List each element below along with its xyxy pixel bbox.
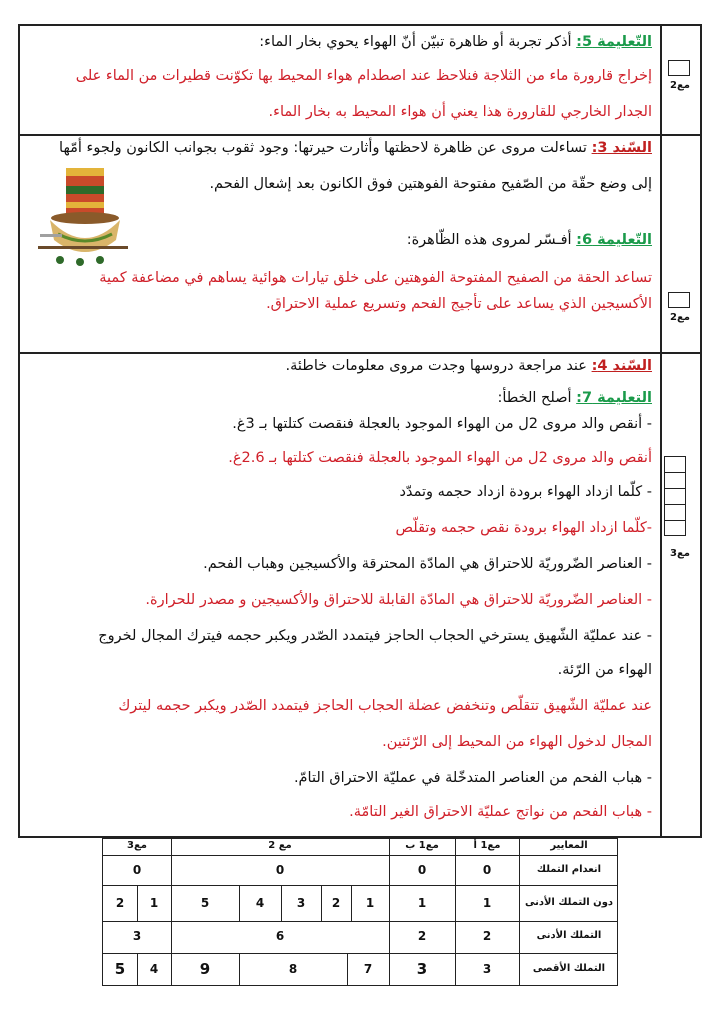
task6-answer-2: الأكسيجين الذي يساعد على تأجيج الفحم وتسريع عملية الاحتراق.: [266, 296, 652, 312]
score-cell: 5: [114, 960, 126, 978]
score-cell: 2: [482, 929, 492, 943]
task7-line: [497, 390, 652, 406]
score-cell: 2: [115, 896, 125, 910]
header-m2: مع 2: [268, 840, 292, 851]
score-cell: 4: [255, 896, 265, 910]
correction-line: عند عمليّة الشّهيق تتقلّص وتنخفض عضلة الحجاب الحاجز فيتمدد الصّدر ويكبر حجمه ليترك: [118, 698, 652, 714]
stove-icon: [36, 164, 136, 270]
row-label: انعدام التملك: [536, 864, 602, 875]
section-divider: [20, 352, 700, 354]
correction-line: - هباب الفحم من العناصر المتدخّلة في عمليّة الاحتراق التامّ.: [293, 770, 652, 786]
score-cell: 0: [417, 863, 427, 877]
correction-line: الهواء من الرّئة.: [557, 662, 652, 678]
score-box[interactable]: [668, 60, 690, 76]
header-m3: مع3: [127, 840, 147, 851]
score-cell: 5: [200, 896, 210, 910]
task6-answer-1: تساعد الحقة من الصفيح المفتوحة الفوهتين على خلق تيارات هوائية يساهم في مضاعفة كمية: [99, 270, 652, 286]
sanad4-title: السّند 4:: [591, 358, 652, 374]
sanad3-title: السّند 3:: [591, 140, 652, 156]
task6-text: أفـسّر لمروى هذه الظّاهرة:: [406, 232, 572, 248]
sanad3-text-1: تساءلت مروى عن ظاهرة لاحظتها وأثارت حيرتها: وجود ثقوب بجوانب الكانون ولجوء أمّها: [59, 140, 587, 156]
sanad3-line: [59, 140, 652, 156]
correction-line: - العناصر الضّروريّة للاحتراق هي المادّة المحترقة والأكسيجين وهباب الفحم.: [203, 556, 652, 572]
task5-answer-1: إخراج قارورة ماء من الثلاجة فنلاحظ عند اصطدام هواء المحيط بها تكوّنت قطيرات من الماء على: [75, 68, 652, 84]
exam-frame: [18, 24, 702, 838]
score-cell: 1: [482, 896, 492, 910]
sanad3-text-2: إلى وضع حقّة من الصّفيح مفتوحة الفوهتين فوق الكانون بعد إشعال الفحم.: [209, 176, 652, 192]
score-cell: 2: [417, 929, 427, 943]
row-label: التملك الأقصى: [532, 963, 606, 974]
score-cell: 7: [363, 962, 373, 976]
score-cell: 2: [331, 896, 341, 910]
score-cell: 0: [482, 863, 492, 877]
score-cell: 3: [296, 896, 306, 910]
criterion-label: مع2: [670, 80, 690, 91]
correction-line: - هباب الفحم من نواتج عمليّة الاحتراق الغير التامّة.: [349, 804, 652, 820]
task7-text: أصلح الخطأ:: [497, 390, 572, 406]
correction-line: المجال لدخول الهواء من المحيط إلى الرّئتين.: [382, 734, 652, 750]
task6-title: التّعليمة 6:: [576, 232, 652, 248]
sanad4-line: [286, 358, 652, 374]
task6-line: [407, 232, 652, 248]
correction-line: أنقص والد مروى 2ل من الهواء الموجود بالعجلة فنقصت كتلتها بـ 2.6غ.: [228, 450, 652, 466]
row-label: دون التملك الأدنى: [524, 897, 614, 908]
score-cell: 0: [275, 863, 285, 877]
score-cell: 3: [416, 960, 428, 978]
score-cell: 6: [275, 929, 285, 943]
task5-question: أذكر تجربة أو ظاهرة تبيّن أنّ الهواء يحوي بخار الماء:: [259, 34, 572, 50]
correction-line: -كلّما ازداد الهواء برودة نقص حجمه وتقلّص: [395, 520, 652, 536]
correction-line: - كلّما ازداد الهواء برودة ازداد حجمه وتمدّد: [399, 484, 652, 500]
sanad4-text: عند مراجعة دروسها وجدت مروى معلومات خاطئة.: [285, 358, 587, 374]
score-cell: 1: [417, 896, 427, 910]
header-m1b: مع1 ب: [405, 840, 439, 851]
section-divider: [20, 134, 700, 136]
score-box[interactable]: [668, 292, 690, 308]
score-cell: 1: [149, 896, 159, 910]
score-cell: 3: [482, 962, 492, 976]
header-criteria: المعايير: [550, 840, 588, 851]
score-cell: 9: [199, 960, 211, 978]
task5-answer-2: الجدار الخارجي للقارورة هذا يعني أن هواء المحيط به بخار الماء.: [268, 104, 652, 120]
criterion-label: مع2: [670, 312, 690, 323]
score-cell: 1: [365, 896, 375, 910]
header-m1a: مع1 أ: [473, 840, 501, 851]
score-cell: 4: [149, 962, 159, 976]
correction-line: - عند عمليّة الشّهيق يسترخي الحجاب الحاجز فيتمدد الصّدر ويكبر حجمه فيترك المجال لخروج: [98, 628, 652, 644]
grading-table: [102, 838, 618, 986]
task5-line: [259, 34, 652, 50]
score-cell: 3: [132, 929, 142, 943]
score-cell: 0: [132, 863, 142, 877]
criteria-column: [660, 26, 700, 836]
criterion-label: مع3: [670, 548, 690, 559]
score-cell: 8: [288, 962, 298, 976]
correction-line: - العناصر الضّروريّة للاحتراق هي المادّة القابلة للاحتراق والأكسيجين و مصدر للحرارة.: [145, 592, 652, 608]
score-box-stack[interactable]: [664, 456, 688, 536]
row-label: التملك الأدنى: [536, 930, 602, 941]
task7-title: التعليمة 7:: [576, 390, 652, 406]
correction-line: - أنقص والد مروى 2ل من الهواء الموجود بالعجلة فنقصت كتلتها بـ 3غ.: [232, 416, 652, 432]
task5-title: التّعليمة 5:: [576, 34, 652, 50]
